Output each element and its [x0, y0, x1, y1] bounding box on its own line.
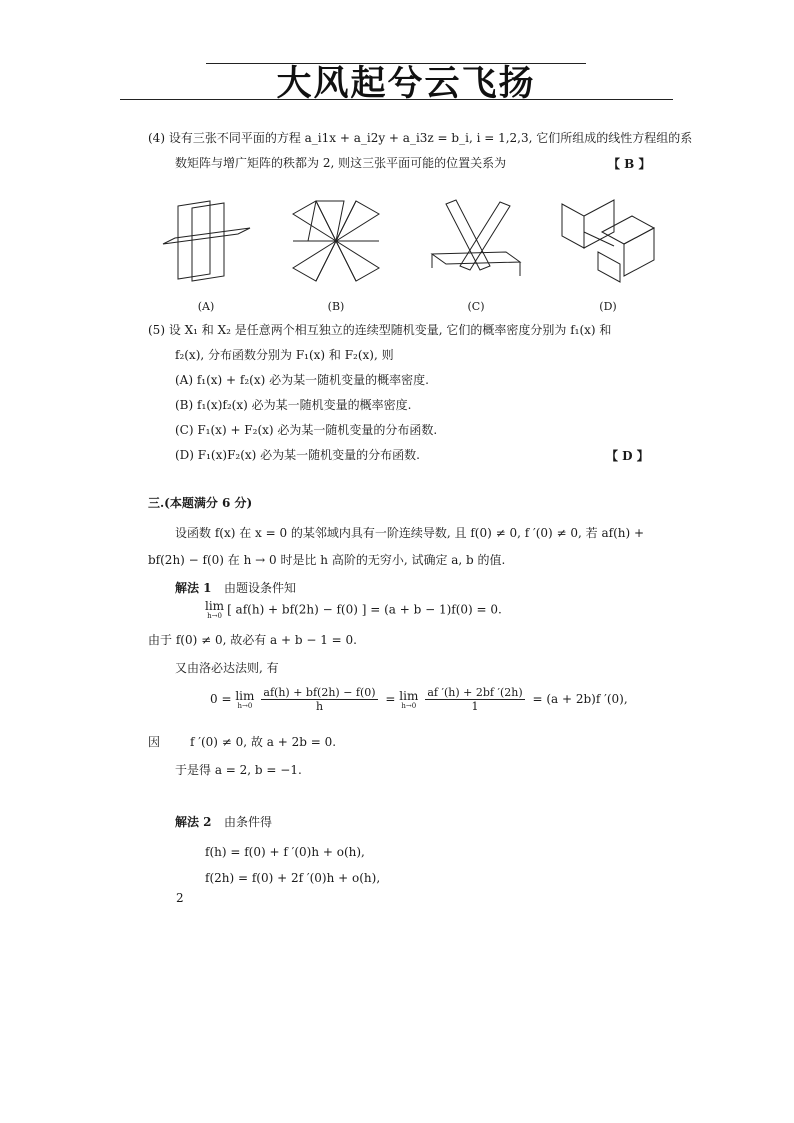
- solution-2-label: 解法 2: [175, 815, 212, 829]
- figure-c-drawing: [428, 196, 524, 286]
- equation-taylor-2: f(2h) = f(0) + 2f ′(0)h + o(h),: [205, 871, 381, 885]
- limit-operator: lim h→0: [205, 599, 225, 620]
- figure-b-drawing: [288, 196, 384, 286]
- eq2-equals: =: [385, 692, 396, 706]
- section-3-problem-line-1: 设函数 f(x) 在 x = 0 的某邻域内具有一阶连续导数, 且 f(0) ≠ 0, f ′(0) ≠ 0, 若 af(h) +: [175, 526, 645, 540]
- q5-line-1: (5) 设 X₁ 和 X₂ 是任意两个相互独立的连续型随机变量, 它们的概率密度分别为 f₁(x) 和: [148, 323, 612, 337]
- header-rule-bottom: [120, 99, 673, 100]
- solution-1-intro: 由题设条件知: [224, 581, 297, 595]
- q5-answer: 【 D 】: [606, 449, 649, 463]
- line-because-word: 因: [148, 735, 161, 749]
- q5-option-a: (A) f₁(x) + f₂(x) 必为某一随机变量的概率密度.: [175, 373, 429, 387]
- q4-answer: 【 B 】: [608, 157, 651, 171]
- line-since: 由于 f(0) ≠ 0, 故必有 a + b − 1 = 0.: [148, 633, 357, 647]
- fraction-1: $\frac{af(h) + bf(2h) - f(0)}{h}$: [263, 686, 376, 713]
- eq2-left: 0 =: [210, 692, 232, 706]
- figure-d-label: (D): [599, 300, 617, 313]
- page-number: 2: [176, 891, 184, 905]
- q4-line-1: (4) 设有三张不同平面的方程 a_i1x + a_i2y + a_i3z = b_i, i = 1,2,3, 它们所组成的线性方程组的系: [148, 131, 693, 145]
- figure-c: [428, 196, 524, 313]
- solution-2-intro: 由条件得: [224, 815, 273, 829]
- line-lhopital: 又由洛必达法则, 有: [175, 661, 279, 675]
- equation-lhopital: [210, 686, 628, 713]
- figure-c-label: (C): [467, 300, 485, 313]
- section-3-problem-line-2: bf(2h) − f(0) 在 h → 0 时是比 h 高阶的无穷小, 试确定 a, b 的值.: [148, 553, 506, 567]
- line-because: f ′(0) ≠ 0, 故 a + 2b = 0.: [190, 735, 337, 749]
- eq2-right: = (a + 2b)f ′(0),: [532, 692, 628, 706]
- section-3-heading: 三.(本题满分 6 分): [148, 496, 253, 510]
- figure-d-drawing: [558, 196, 658, 288]
- fraction-2: $\frac{af '(h) + 2bf '(2h)}{1}$: [427, 686, 523, 713]
- line-result: 于是得 a = 2, b = −1.: [175, 763, 302, 777]
- figure-a-drawing: [158, 196, 254, 286]
- q5-option-c: (C) F₁(x) + F₂(x) 必为某一随机变量的分布函数.: [175, 423, 438, 437]
- q4-line-2: 数矩阵与增广矩阵的秩都为 2, 则这三张平面可能的位置关系为: [175, 156, 507, 170]
- q5-option-b: (B) f₁(x)f₂(x) 必为某一随机变量的概率密度.: [175, 398, 412, 412]
- header-banner: 大风起兮云飞扬: [276, 63, 536, 104]
- solution-1-label: 解法 1: [175, 581, 212, 595]
- q5-option-d: (D) F₁(x)F₂(x) 必为某一随机变量的分布函数.: [175, 448, 420, 462]
- equation-limit-1-body: [ af(h) + bf(2h) − f(0) ] = (a + b − 1)f(0) = 0.: [227, 602, 502, 617]
- figure-a-label: (A): [197, 300, 215, 313]
- figure-d: [558, 196, 658, 313]
- equation-taylor-1: f(h) = f(0) + f ′(0)h + o(h),: [205, 845, 365, 859]
- equation-limit-1: [205, 600, 502, 620]
- figure-b-label: (B): [327, 300, 345, 313]
- limit-operator-3: lim h→0: [399, 688, 419, 710]
- q5-line-2: f₂(x), 分布函数分别为 F₁(x) 和 F₂(x), 则: [175, 348, 394, 362]
- figure-a: [158, 196, 254, 313]
- figure-b: [288, 196, 384, 313]
- limit-operator-2: lim h→0: [235, 688, 255, 710]
